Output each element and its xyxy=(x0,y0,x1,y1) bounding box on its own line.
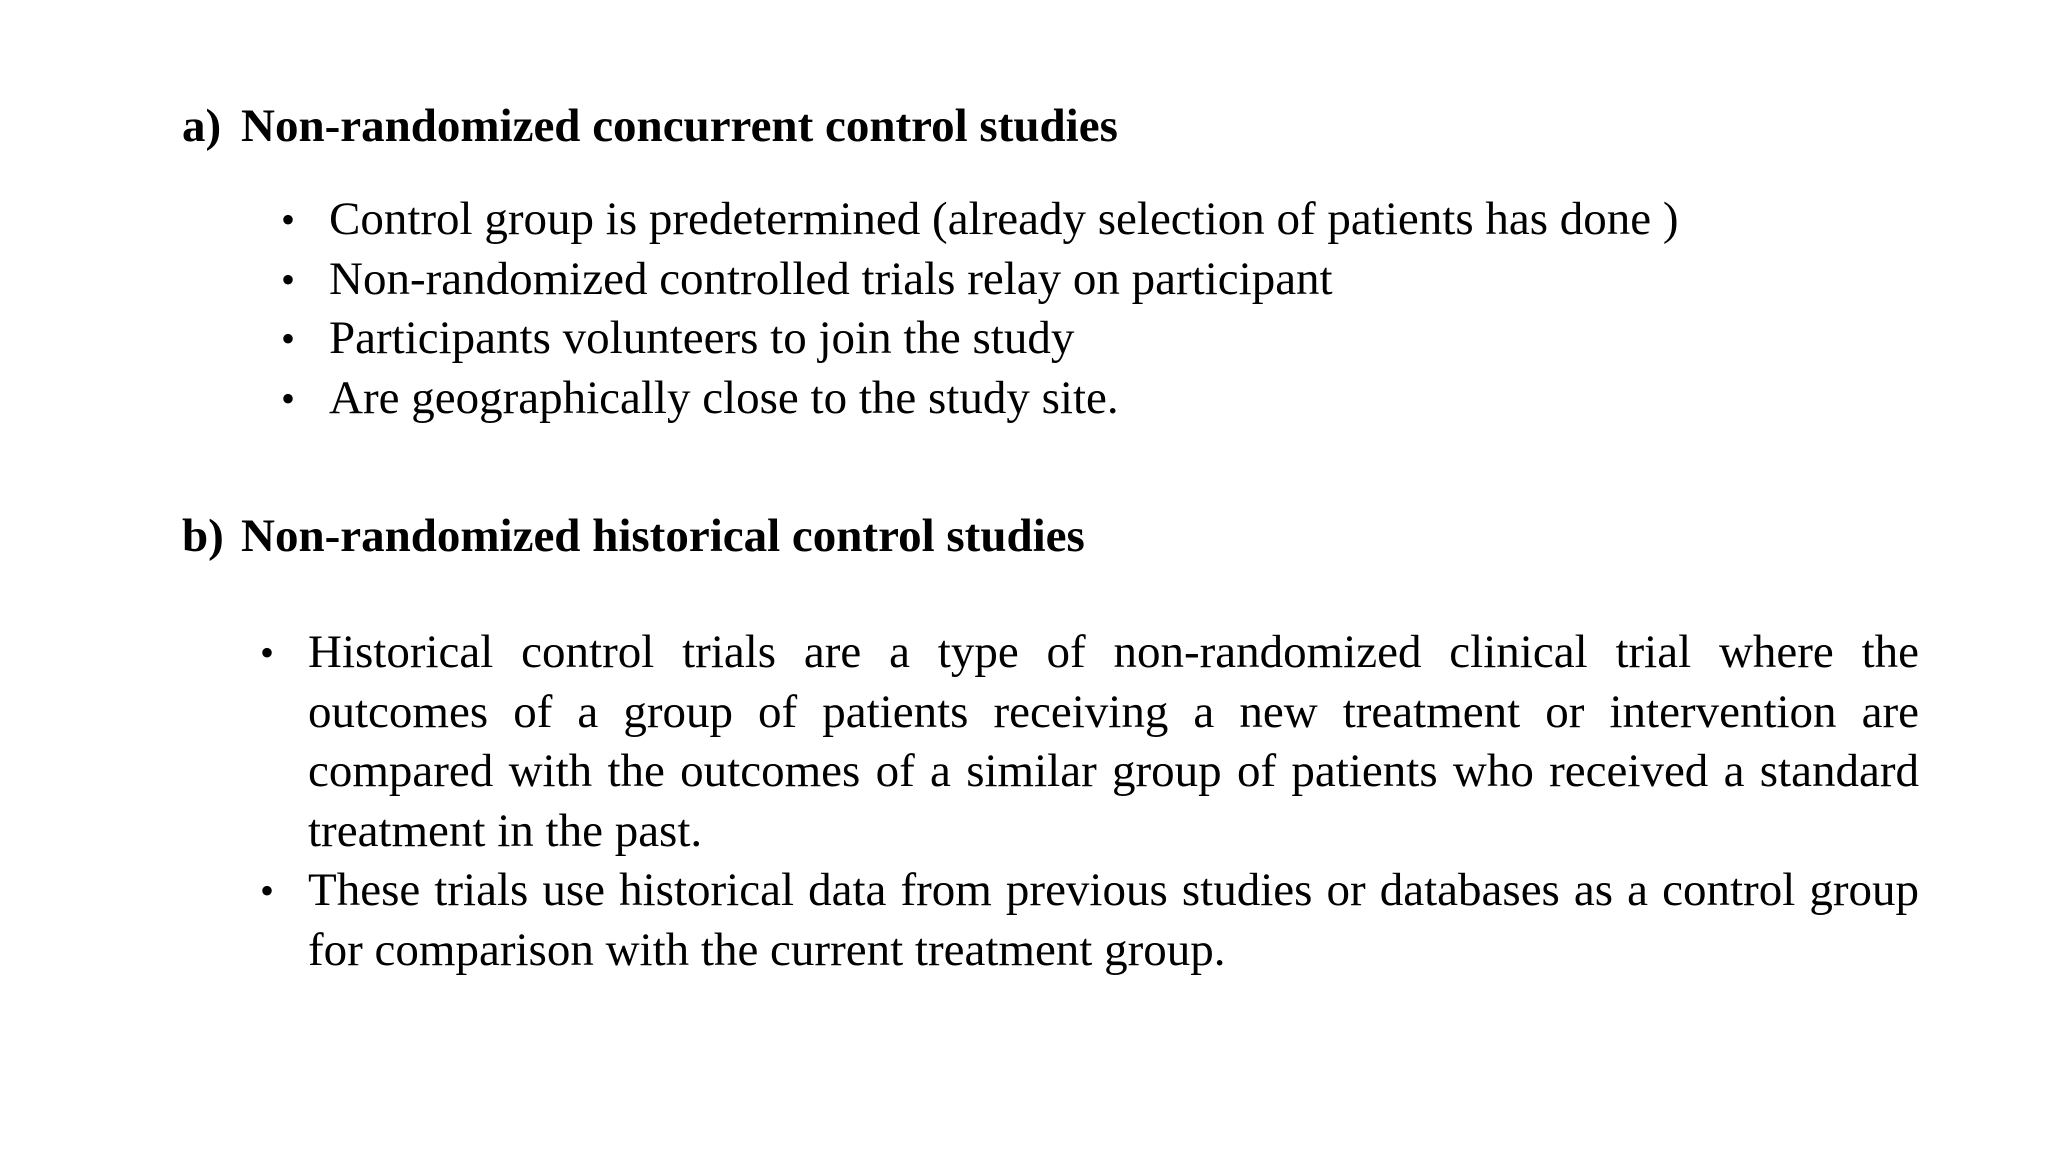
list-item xyxy=(260,623,1919,861)
bullet-text: Non-randomized controlled trials relay on participant xyxy=(329,252,1333,305)
section-a-bullet-list xyxy=(281,190,2029,428)
bullet-icon: • xyxy=(260,868,275,913)
list-item xyxy=(281,190,2029,250)
section-b-heading xyxy=(182,508,1085,564)
bullet-text: Are geographically close to the study site. xyxy=(329,371,1119,424)
bullet-icon: • xyxy=(260,630,275,675)
list-item xyxy=(260,861,1919,980)
bullet-text: Historical control trials are a type of non-randomized clinical trial where the outcomes of a group of patients receiving a new treatment or intervention are compared with the outcomes of a similar group of patients who received a standard treatment in the past. xyxy=(308,626,1919,857)
bullet-icon: • xyxy=(281,197,296,242)
section-a-heading xyxy=(182,98,1118,154)
list-item xyxy=(281,369,2029,429)
bullet-icon: • xyxy=(281,375,296,421)
section-b-bullet-list xyxy=(260,623,1919,980)
section-b-title: Non-randomized historical control studies xyxy=(241,510,1085,562)
bullet-icon: • xyxy=(281,256,296,302)
bullet-text: Control group is predetermined (already selection of patients has done ) xyxy=(329,193,1679,245)
section-a-title: Non-randomized concurrent control studies xyxy=(241,100,1118,152)
list-item xyxy=(281,309,2029,369)
bullet-text: Participants volunteers to join the study xyxy=(329,312,1075,364)
bullet-icon: • xyxy=(281,316,296,361)
section-a-marker: a) xyxy=(182,100,222,152)
list-item xyxy=(281,250,2029,310)
bullet-text: These trials use historical data from previous studies or databases as a control group for comparison with the current treatment group. xyxy=(308,864,1919,976)
section-b-marker: b) xyxy=(182,510,224,562)
